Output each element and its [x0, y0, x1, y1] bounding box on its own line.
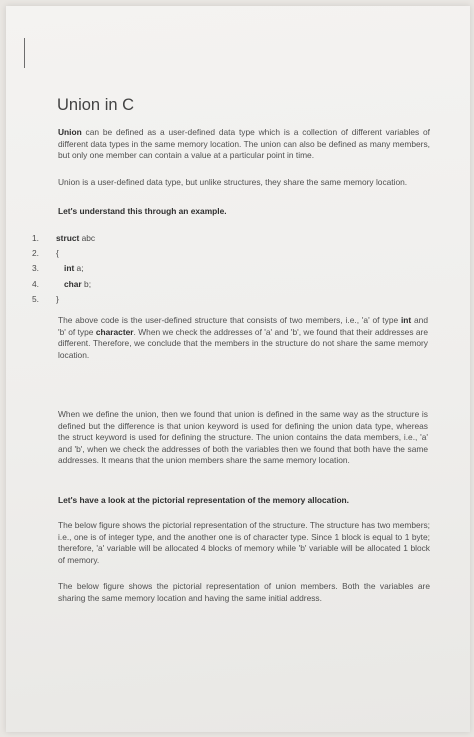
line-number: 4.	[32, 278, 39, 289]
structure-figure-paragraph: The below figure shows the pictorial representation of the structure. The structure has two members; i.e., one is of integer type, and the another one is of character type. Since 1 block is equal to 1 byte; therefore, 'a' variable will be allocated 4 blocks of memory while 'b' variable will be allocated 1 block of memory.	[58, 520, 430, 565]
code-keyword: struct	[56, 233, 80, 243]
p3-text-d: . When we check the addresses of 'a' and 'b', we found that their addresses are different. Therefore, we conclude that the members in the structure do not share the same memory location.	[58, 326, 429, 360]
code-line	[32, 292, 95, 307]
line-number: 1.	[32, 233, 39, 243]
code-text: b;	[81, 278, 92, 289]
code-text: a;	[74, 263, 84, 274]
code-content	[56, 233, 95, 243]
code-content	[56, 279, 91, 289]
code-keyword: int	[64, 263, 75, 274]
union-explanation-paragraph: When we define the union, then we found that union is defined in the same way as the structure is defined but the difference is that union keyword is used for defining the union data type, whereas the struct keyword is used for defining the structure. The union contains the data members, i.e., 'a' and 'b', when we check the addresses of both the variables then we found that both have the same addresses. It means that the union members share the same memory location.	[58, 409, 428, 466]
p3-text-c: and 'b' of type	[58, 315, 428, 337]
code-content	[56, 248, 59, 258]
p3-int-term: int	[400, 315, 412, 325]
union-summary-paragraph: Union is a user-defined data type, but unlike structures, they share the same memory location.	[58, 177, 408, 187]
structure-explanation-paragraph	[58, 315, 428, 361]
p3-character-term: character	[95, 326, 134, 337]
code-text: {	[56, 248, 59, 259]
code-content	[56, 294, 59, 304]
page-title: Union in C	[57, 96, 135, 114]
document-page	[6, 6, 470, 732]
intro-paragraph	[58, 127, 430, 162]
pen-mark	[24, 38, 25, 68]
line-number: 2.	[32, 248, 39, 259]
pictorial-heading: Let's have a look at the pictorial representation of the memory allocation.	[58, 495, 349, 505]
code-text: }	[56, 293, 59, 304]
code-content	[56, 263, 84, 273]
union-term: Union	[58, 127, 82, 137]
code-line	[32, 246, 95, 261]
code-text: abc	[79, 233, 96, 243]
example-heading: Let's understand this through an example.	[58, 206, 227, 216]
code-line	[32, 231, 95, 246]
code-keyword: char	[64, 278, 82, 289]
code-line	[32, 277, 95, 292]
line-number: 3.	[32, 263, 39, 274]
union-figure-paragraph: The below figure shows the pictorial representation of union members. Both the variables are sharing the same memory location and having the same initial address.	[58, 581, 430, 603]
code-line	[32, 261, 95, 276]
intro-text: can be defined as a user-defined data type which is a collection of different variables of different data types in the same memory location. The union can also be defined as many members, but only one member can contain a value at a particular point in time.	[58, 127, 430, 161]
line-number: 5.	[32, 293, 39, 304]
code-listing	[32, 231, 95, 307]
p3-text-a: The above code is the user-defined structure that consists of two members, i.e., 'a' of type	[58, 315, 401, 325]
